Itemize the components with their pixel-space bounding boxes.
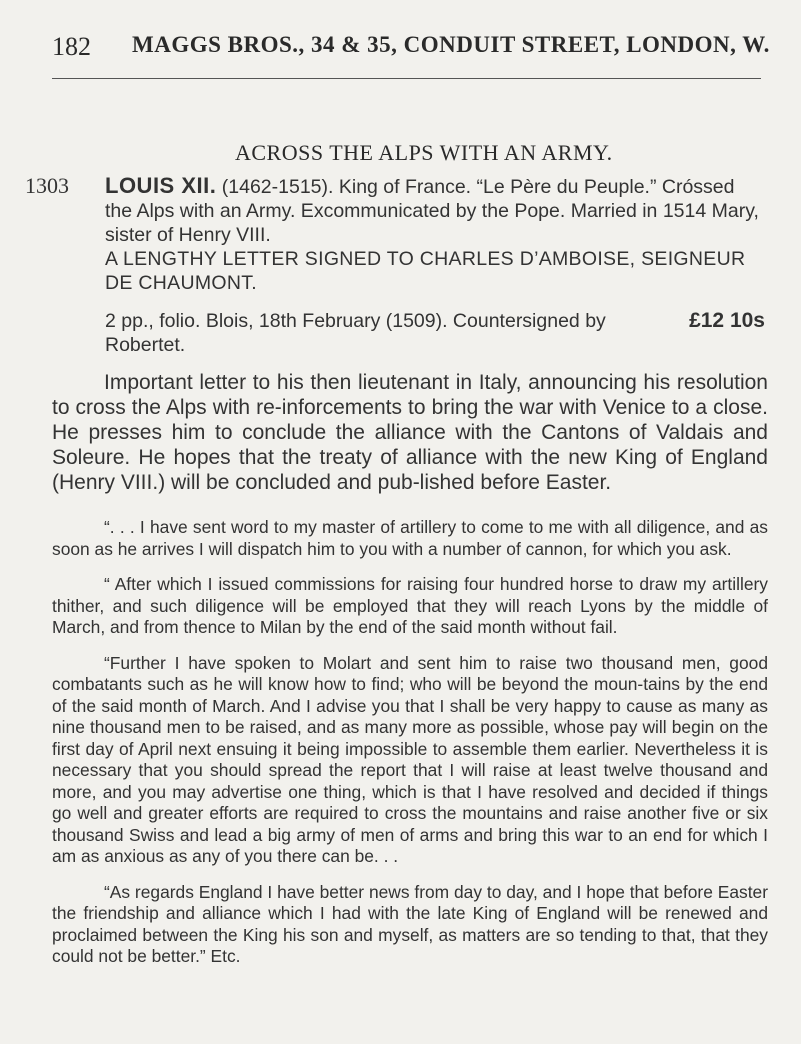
quote-paragraph: “ After which I issued commissions for raising four hundred horse to draw my artillery thither, and such diligence will be employed that they will reach Lyons by the middle of March, and from thence to Milan by the end of the said month without fail. <box>52 574 768 637</box>
catalogue-entry <box>25 173 765 357</box>
header-rule <box>52 78 761 79</box>
entry-details-row <box>105 309 765 357</box>
quote-paragraph: “Further I have spoken to Molart and sent him to raise two thousand men, good combatants such as he will know how to find; who will be beyond the moun-tains by the end of the said month of March. And I advise you that I shall be very happy to cause as many as nine thousand men to be raised, and as many more as possible, whose pay will begin on the first day of April next ensuing it being impossible to assemble them earlier. Nevertheless it is necessary that you should spread the report that I will raise at least twelve thousand and more, and you may advertise one thing, which is that I have resolved and decided if things go well and greater efforts are required to cross the mountains and raise another five or six thousand Swiss and lead a big army of men of arms and bring this war to an end for which I am as anxious as any of you there can be. . . <box>52 652 768 866</box>
section-heading: ACROSS THE ALPS WITH AN ARMY. <box>235 140 613 165</box>
entry-description: (1462-1515). King of France. “Le Père du Peuple.” Cróssed the Alps with an Army. Excommunicated by the Pope. Married in 1514 Mary, sister of Henry VIII. <box>105 176 759 246</box>
price: £12 10s <box>689 309 765 332</box>
quote-paragraph: “. . . I have sent word to my master of artillery to come to me with all diligence, and as soon as he arrives I will dispatch him to you with a number of cannon, for which you ask. <box>52 517 768 559</box>
lot-number: 1303 <box>25 173 69 198</box>
quote-paragraph: “As regards England I have better news from day to day, and I hope that before Easter the friendship and alliance which I had with the late King of England will be renewed and proclaimed between the King his son and myself, as matters are so tending to that, that they could not be better.” Etc. <box>52 881 768 966</box>
entry-name: LOUIS XII. <box>105 173 217 198</box>
page-number: 182 <box>52 32 91 61</box>
page-header <box>52 22 770 62</box>
entry-details: 2 pp., folio. Blois, 18th February (1509). Countersigned by Robertet. <box>105 310 606 356</box>
publisher-line: MAGGS BROS., 34 & 35, CONDUIT STREET, LONDON, W. <box>132 32 770 57</box>
summary-paragraph: Important letter to his then lieutenant in Italy, announcing his resolution to cross the Alps with re-inforcements to bring the war with Venice to a close. He presses him to conclude the alliance with the Cantons of Valdais and Soleure. He hopes that the treaty of alliance with the new King of England (Henry VIII.) will be concluded and pub-lished before Easter. <box>52 371 768 494</box>
letter-title: A LENGTHY LETTER SIGNED TO CHARLES D’AMBOISE, SEIGNEUR DE CHAUMONT. <box>105 248 746 294</box>
entry-description-block <box>105 174 765 247</box>
entry-body <box>52 370 768 982</box>
